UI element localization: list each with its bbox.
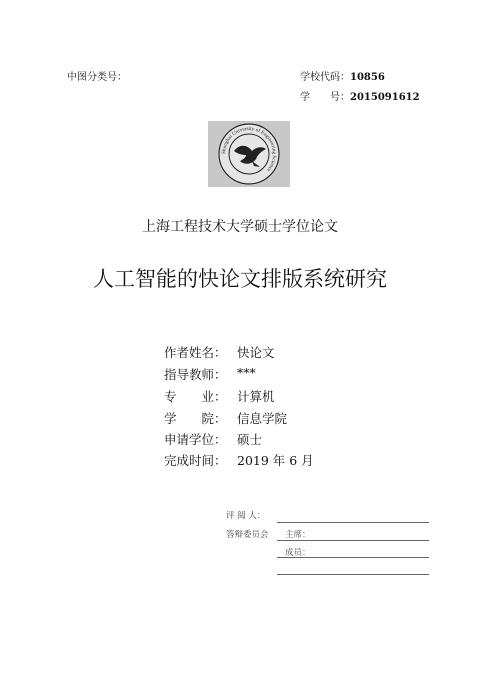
members-line-1 [277, 557, 429, 558]
logo-ring-text: Shanghai University of Engineering Science [220, 125, 278, 173]
info-row-date [164, 451, 314, 469]
members-line-2 [277, 574, 429, 575]
info-row-author [164, 343, 275, 361]
info-label: 指导教师： [164, 367, 227, 382]
reviewers-line [277, 522, 429, 523]
classification-label: 中图分类号： [67, 72, 127, 83]
info-label: 申请学位： [164, 432, 227, 447]
degree-title: 上海工程技术大学硕士学位论文 [142, 219, 338, 235]
info-value: 快论文 [237, 345, 275, 360]
info-row-degree [164, 430, 262, 448]
info-value: 硕士 [237, 432, 263, 447]
student-id-label: 学 号： [300, 92, 350, 103]
school-code [300, 68, 385, 83]
info-value: 计算机 [237, 389, 275, 404]
info-label: 专 业： [164, 389, 227, 404]
thesis-title: 人工智能的快论文排版系统研究 [93, 267, 387, 291]
info-row-college [164, 409, 287, 427]
info-value: 2019 年 6 月 [237, 453, 314, 468]
info-label: 学 院： [164, 411, 227, 426]
info-value: 信息学院 [237, 411, 288, 426]
school-code-label: 学校代码： [300, 72, 350, 83]
student-id [300, 88, 420, 103]
student-id-value: 2015091612 [350, 92, 420, 103]
chair-line [277, 540, 429, 541]
info-row-advisor [164, 365, 256, 383]
info-row-major [164, 387, 275, 405]
school-code-value: 10856 [350, 72, 385, 83]
reviewers-label: 评 阅 人： [226, 511, 266, 521]
university-logo [208, 121, 290, 187]
info-label: 完成时间： [164, 453, 227, 468]
info-value: *** [237, 365, 256, 380]
committee-label: 答辩委员会 [226, 530, 269, 540]
members-label: 成员： [285, 548, 311, 558]
info-label: 作者姓名： [164, 345, 227, 360]
chair-label: 主席： [285, 530, 311, 540]
